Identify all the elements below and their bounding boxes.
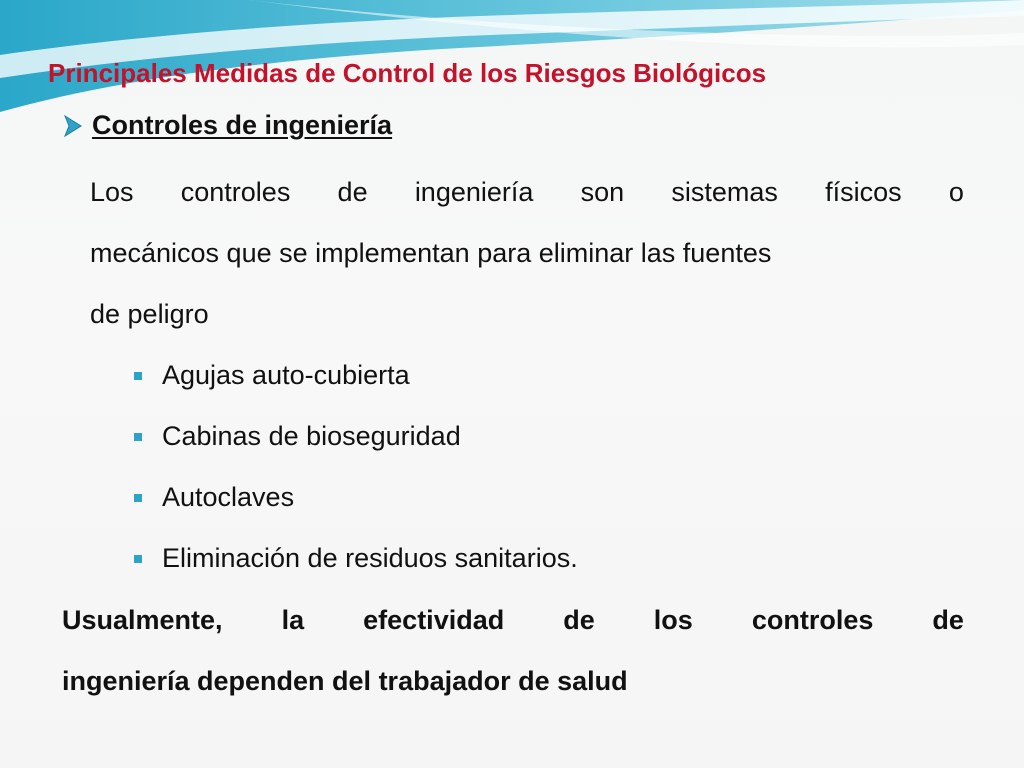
square-bullet-icon (134, 433, 142, 441)
examples-list (134, 345, 578, 589)
list-item (134, 467, 578, 528)
section-heading-label: Controles de ingeniería (92, 110, 393, 140)
list-item (134, 406, 578, 467)
conclusion-word: de (563, 605, 595, 635)
arrow-bullet-icon (62, 114, 84, 138)
list-item (134, 528, 578, 589)
conclusion-word: controles (751, 605, 874, 635)
conclusion-word: Usualmente, (62, 605, 223, 635)
paragraph-word: o (948, 177, 964, 207)
conclusion-word: la (281, 605, 305, 635)
list-item (134, 345, 578, 406)
conclusion-word: los (653, 605, 693, 635)
list-item-label: Agujas auto-cubierta (162, 360, 410, 390)
slide-title: Principales Medidas de Control de los Riesgos Biológicos (48, 58, 767, 88)
paragraph-word: de (337, 177, 368, 207)
paragraph-word: controles (180, 177, 291, 207)
conclusion-line: ingeniería dependen del trabajador de salud (62, 666, 628, 696)
paragraph-word: Los (90, 177, 134, 207)
paragraph-word: ingeniería (414, 177, 534, 207)
square-bullet-icon (134, 494, 142, 502)
conclusion-text (62, 590, 964, 712)
conclusion-line (62, 590, 964, 651)
paragraph-word: son (580, 177, 625, 207)
list-item-label: Autoclaves (162, 482, 295, 512)
paragraph-line: mecánicos que se implementan para eliminar las fuentes (90, 238, 772, 268)
list-item-label: Cabinas de bioseguridad (162, 421, 461, 451)
square-bullet-icon (134, 372, 142, 380)
paragraph-line (90, 162, 964, 223)
square-bullet-icon (134, 555, 142, 563)
description-paragraph (90, 162, 964, 345)
paragraph-word: físicos (825, 177, 902, 207)
conclusion-word: de (932, 605, 964, 635)
list-item-label: Eliminación de residuos sanitarios. (162, 543, 578, 573)
paragraph-line: de peligro (90, 299, 209, 329)
conclusion-word: efectividad (363, 605, 505, 635)
section-heading (62, 110, 392, 141)
paragraph-word: sistemas (671, 177, 778, 207)
